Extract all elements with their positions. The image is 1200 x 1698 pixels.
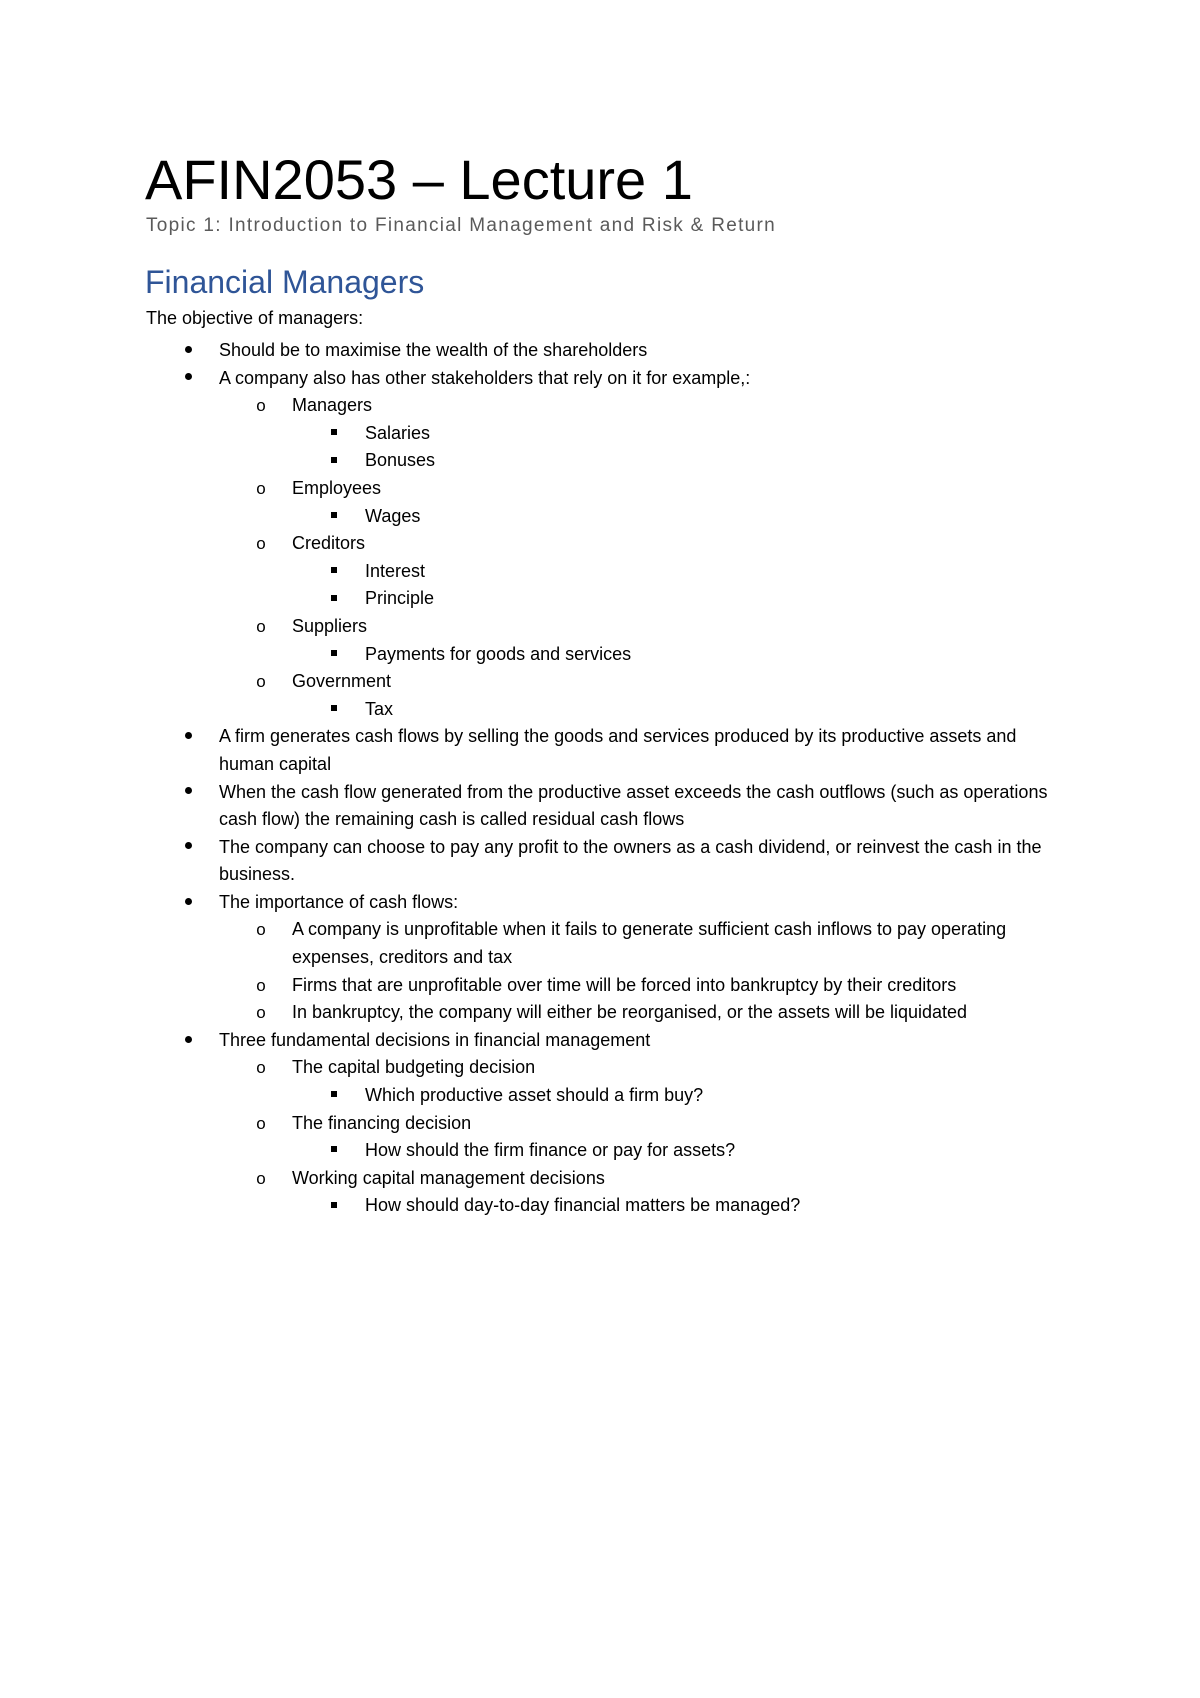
list-item-text: Working capital management decisions: [292, 1167, 605, 1188]
list-item-text: Three fundamental decisions in financial management: [219, 1029, 651, 1050]
list-item: [0, 668, 1057, 696]
bullet-dot-icon: [180, 889, 196, 917]
bullet-square-icon: [326, 1192, 342, 1220]
bullet-circle-icon: o: [256, 1058, 266, 1078]
list-item-text: How should the firm finance or pay for assets?: [365, 1140, 736, 1161]
list-item-text: Salaries: [365, 422, 431, 443]
list-item: [0, 1137, 1065, 1165]
list-item-text: Bonuses: [365, 450, 436, 471]
list-item-text: Suppliers: [292, 615, 368, 636]
bullet-circle-icon: o: [256, 478, 266, 498]
bullet-circle-icon: o: [256, 1168, 266, 1188]
list-item: [0, 1027, 1059, 1055]
bullet-dot-icon: [180, 779, 196, 807]
bullet-square-icon: [326, 447, 342, 475]
list-item-text: Firms that are unprofitable over time will be forced into bankruptcy by their creditors: [292, 974, 957, 995]
list-item: [0, 972, 1057, 1000]
list-item: [0, 1110, 1057, 1138]
bullet-circle-icon: o: [256, 534, 266, 554]
list-item-text: Tax: [365, 698, 394, 719]
list-item-text: The importance of cash flows:: [219, 891, 459, 912]
list-item: [0, 447, 1065, 475]
list-item-text: A company is unprofitable when it fails to generate sufficient cash inflows to pay operating expenses, creditors and tax: [292, 919, 1007, 968]
bullet-dot-icon: [180, 1027, 196, 1055]
list-item: [0, 999, 1057, 1027]
document-subtitle: Topic 1: Introduction to Financial Management and Risk & Return: [146, 215, 777, 236]
list-item-text: When the cash flow generated from the productive asset exceeds the cash outflows (such as operations cash flow) the remaining cash is called residual cash flows: [219, 781, 1048, 830]
list-item-text: How should day-to-day financial matters be managed?: [365, 1195, 801, 1216]
list-item-text: Payments for goods and services: [365, 643, 632, 664]
list-item-text: A firm generates cash flows by selling the goods and services produced by its productive assets and human capital: [219, 726, 1017, 774]
list-item-text: Interest: [365, 560, 426, 581]
list-item: [0, 392, 1057, 420]
bullet-circle-icon: o: [256, 975, 266, 995]
intro-text: The objective of managers:: [146, 308, 364, 328]
bullet-circle-icon: o: [256, 1113, 266, 1133]
bullet-square-icon: [326, 585, 342, 613]
bullet-dot-icon: [180, 337, 196, 365]
list-item: [0, 1192, 1065, 1220]
list-item: [0, 1054, 1057, 1082]
document-title: AFIN2053 – Lecture 1: [145, 148, 693, 211]
list-item: [0, 420, 1065, 448]
bullet-square-icon: [326, 558, 342, 586]
bullet-dot-icon: [180, 834, 196, 862]
list-item-text: The capital budgeting decision: [292, 1057, 536, 1078]
list-item: [0, 365, 1059, 393]
list-item: [0, 530, 1057, 558]
list-item-text: Wages: [365, 505, 421, 526]
bullet-circle-icon: o: [256, 920, 266, 940]
list-item-text: In bankruptcy, the company will either be reorganised, or the assets will be liquidated: [292, 1002, 968, 1023]
list-item-text: Managers: [292, 395, 373, 416]
bullet-circle-icon: o: [256, 396, 266, 416]
list-item: [0, 1165, 1057, 1193]
bullet-square-icon: [326, 420, 342, 448]
list-item: [0, 723, 1059, 778]
bullet-circle-icon: o: [256, 1003, 266, 1023]
list-item-text: Principle: [365, 588, 435, 609]
bullet-square-icon: [326, 503, 342, 531]
list-item: [0, 558, 1065, 586]
bullet-square-icon: [326, 641, 342, 669]
bullet-circle-icon: o: [256, 672, 266, 692]
bullet-square-icon: [326, 1137, 342, 1165]
list-item: [0, 585, 1065, 613]
list-item-text: Government: [292, 671, 392, 692]
list-item: [0, 779, 1059, 834]
list-item-text: The financing decision: [292, 1112, 472, 1133]
list-item: [0, 916, 1057, 971]
list-item-text: The company can choose to pay any profit to the owners as a cash dividend, or reinvest the cash in the business.: [219, 836, 1042, 885]
bullet-square-icon: [326, 1082, 342, 1110]
bullet-square-icon: [326, 696, 342, 724]
bullet-list: [0, 337, 1200, 1220]
list-item-text: Creditors: [292, 533, 366, 554]
list-item: [0, 641, 1065, 669]
list-item: [0, 613, 1057, 641]
list-item-text: A company also has other stakeholders that rely on it for example,:: [219, 367, 751, 388]
bullet-dot-icon: [180, 365, 196, 393]
list-item: [0, 475, 1057, 503]
bullet-dot-icon: [180, 723, 196, 751]
list-item-text: Which productive asset should a firm buy?: [365, 1085, 704, 1106]
bullet-circle-icon: o: [256, 616, 266, 636]
list-item: [0, 503, 1065, 531]
list-item: [0, 337, 1059, 365]
list-item: [0, 1082, 1065, 1110]
list-item: [0, 696, 1065, 724]
list-item: [0, 834, 1059, 889]
section-heading: Financial Managers: [145, 264, 425, 300]
list-item-text: Employees: [292, 477, 382, 498]
list-item: [0, 889, 1059, 917]
list-item-text: Should be to maximise the wealth of the shareholders: [219, 340, 648, 360]
